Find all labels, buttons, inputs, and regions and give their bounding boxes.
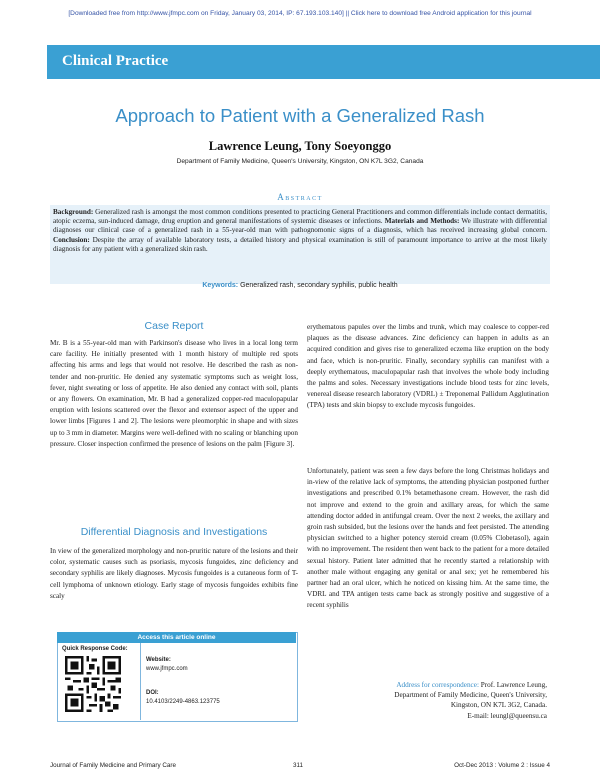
download-notice-link[interactable]: [Downloaded free from http://www.jfmpc.com on Friday, January 03, 2014, IP: 67.193.103.140] || Click here to download free Android application for this journal	[68, 10, 532, 17]
abstract-text	[53, 208, 547, 254]
correspondence-email[interactable]: E-mail: leungl@queensu.ca	[467, 711, 547, 720]
doi-value: 10.4103/2249-4863.123775	[146, 699, 220, 705]
abstract-methods-label: Materials and Methods:	[384, 217, 460, 226]
keywords-label: Keywords:	[202, 282, 239, 289]
correspondence-address: Kingston, ON K7L 3G2, Canada.	[450, 701, 547, 710]
case-report-heading: Case Report	[144, 320, 204, 332]
correspondence-name: Prof. Lawrence Leung,	[478, 681, 547, 689]
right-column-paragraph-1: erythematous papules over the limbs and trunk, which may coalesce to copper-red plaques as the disease advances. Zinc deficiency can happen in adults as an acquired condition and gives rise to generalized eczema like eruption on the body and face, which is non-pruritic. Finally, secondary syphilis can manifest with a deeply erythematous, maculopapular rash that involves the whole body including the palms and soles. Necessary investigations include blood tests for zinc levels, venereal disease research laboratory (VDRL) ± Treponemal Pallidum Agglutination (TPA) tests and skin biopsy to exclude mycosis fungoides.	[307, 323, 549, 410]
qr-code-label: Quick Response Code:	[62, 646, 128, 652]
keywords-value: Generalized rash, secondary syphilis, public health	[238, 282, 398, 289]
article-authors: Lawrence Leung, Tony Soeyonggo	[208, 139, 392, 153]
case-report-text: Mr. B is a 55-year-old man with Parkinson's disease who lives in a local long term care facility. He initially presented with 1 month history of multiple red spots affecting his arms and legs that would not resolve. He described the rash as non-tender and non-pruritic. He denied any systematic symptoms such as weight loss, fever, night sweating or loss of appetite. He also denied any contact with soil, plants or any flowers. On examination, Mr. B had a generalized copper-red maculopapular eruption with lesions scattered over the flexor and extensor aspect of the upper and lower limbs [Figures 1 and 2]. The lesions were pleomorphic in shape and with sizes up to 3 mm in diameter. Margins were well-defined with no scaling or blanching upon pressure. Closer inspection confirmed the presence of lesions on the palm [Figure 3].	[50, 339, 298, 448]
abstract-background-text: Generalized rash is amongst the most common conditions presented to practicing General Practitioners and common differentials include contact dermatitis, atopic eczema, sun-induced damage, drug eruption and general manifestations of systemic diseases or infections.	[53, 208, 547, 226]
correspondence-block	[330, 680, 547, 721]
section-label: Clinical Practice	[62, 53, 169, 69]
keywords-row	[0, 282, 600, 289]
author-affiliation: Department of Family Medicine, Queen's University, Kingston, ON K7L 3G2, Canada	[176, 158, 424, 165]
doi-label: DOI:	[146, 690, 159, 696]
footer-page-number: 311	[293, 762, 304, 769]
footer-journal-name: Journal of Family Medicine and Primary Care	[50, 762, 176, 769]
abstract-background-label: Background:	[53, 208, 94, 216]
footer-issue: Oct-Dec 2013 : Volume 2 : Issue 4	[454, 762, 550, 769]
qr-code-icon	[65, 656, 121, 712]
differential-text: In view of the generalized morphology and non-pruritic nature of the lesions and their color, systematic causes such as psoriasis, mycosis fungoides, zinc deficiency and secondary syphilis are likely diagnoses. Mycosis fungoides is a cutaneous form of T-cell lymphoma of unknown etiology. Early stage of mycosis fungoides exhibits fine scaly	[50, 547, 298, 600]
correspondence-label: Address for correspondence:	[396, 681, 479, 689]
access-box-divider	[140, 643, 141, 720]
abstract-conclusion-text: Despite the array of available laboratory tests, a detailed history and physical examination is still of paramount importance to arrive at the most likely diagnosis for any patient with a generalized skin rash.	[53, 235, 547, 253]
right-column-paragraph-2: Unfortunately, patient was seen a few days before the long Christmas holidays and in-view of the relative lack of symptoms, the attending physician postponed further investigations and prescribed 0.1% betamethasone cream. However, the rash did not improve and extend to the groin and axillary areas, for which the same attending doctor added in antifungal cream. Over the next 2 weeks, the axillary and groin rash subsided, but the lesions over the hands and feet persisted. The attending physician switched to a higher potency steroid cream (0.05% Clobetasol), again with no improvement. The resident then went back to the patient for a more detailed sexual history. Patient later admitted that he recently started a relationship with another male without engaging any genital or anal sex; yet he remembered his partner had an oral ulcer, which he noticed on kissing him. At the same time, the VDRL and TPA antigen tests came back as strongly positive and suggestive of a recent syphilis	[307, 467, 549, 610]
article-title: Approach to Patient with a Generalized Rash	[115, 105, 485, 126]
correspondence-department: Department of Family Medicine, Queen's University,	[394, 691, 547, 700]
website-link[interactable]: www.jfmpc.com	[146, 666, 188, 672]
abstract-heading: Abstract	[277, 192, 323, 202]
website-label: Website:	[146, 657, 171, 663]
access-box-header: Access this article online	[57, 632, 296, 643]
differential-heading: Differential Diagnosis and Investigations	[80, 526, 268, 538]
abstract-methods-text: We illustrate with differential diagnoses our clinical case of a generalized rash in a 55-year-old man with pathognomonic signs of a diagnosis, which has received increasing global concern.	[53, 217, 547, 235]
abstract-conclusion-label: Conclusion:	[53, 235, 90, 244]
